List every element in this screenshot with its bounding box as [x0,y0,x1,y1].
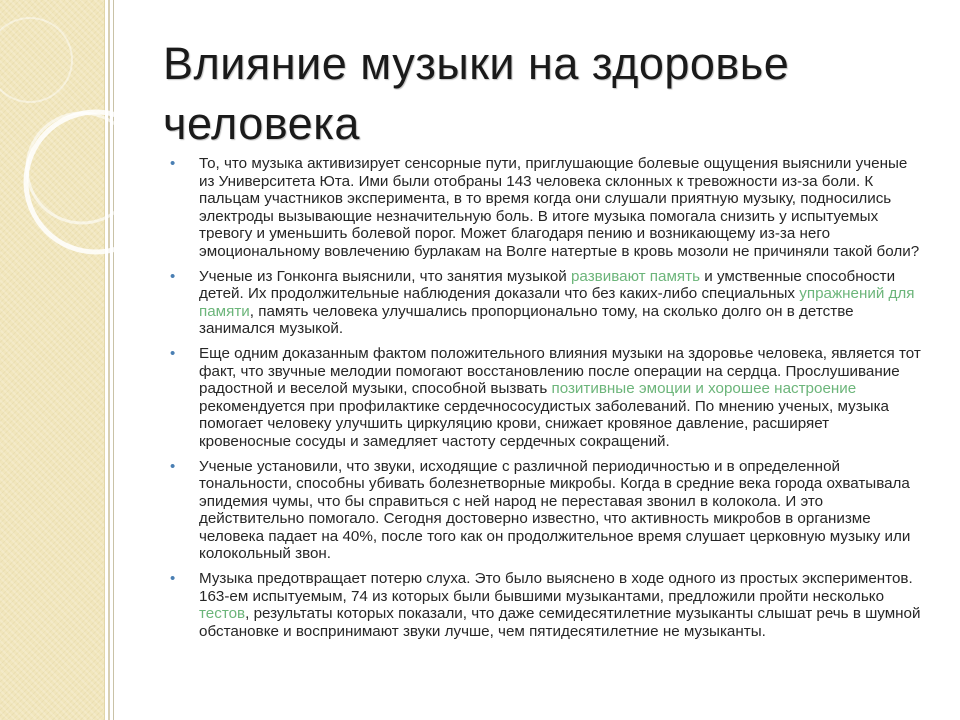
bullet-item-memory [170,268,925,338]
round-bullet-icon: • [170,267,176,285]
decorative-divider-thin [113,0,114,720]
bullet-text: Ученые из Гонконга выяснили, что занятия музыкой [199,267,571,285]
round-bullet-icon: • [170,155,176,172]
bullet-text: Ученые установили, что звуки, исходящие с различной периодичностью и в определенной тональности, способны убивать болезнетворные микробы. Когда в средние века города охватывала эпидемия чумы, что бы справиться с ней народ не переставая звонил в колокола. И это действительно помогало. Сегодня достоверно известно, что активность микробов в организме человека падает на 40%, после того как он продолжительное время слушает церковную музыку или колокольный звон. [199,457,911,563]
slide-title: Влияние музыки на здоровье человека [163,38,790,149]
bullet-text: Музыка предотвращает потерю слуха. Это было выяснено в ходе одного из простых экспериментов. 163-ем испытуемым, 74 из которых были бывшими музыкантами, предложили пройти несколько [199,570,913,605]
bullet-list [170,155,925,647]
round-bullet-icon: • [170,570,176,588]
round-bullet-icon: • [170,344,176,362]
round-bullet-icon: • [170,457,176,475]
bullet-item-pain-relief [170,155,925,261]
decorative-sidebar [0,0,105,720]
link-positive-emotions[interactable]: позитивные эмоции и хорошее настроение [551,380,857,398]
link-tests[interactable]: тестов [199,605,246,623]
bullet-text: То, что музыка активизирует сенсорные пути, приглушающие болевые ощущения выяснили ученые из Университета Юта. Ими были отобраны 143 человека склонных к тревожности из-за боли. К пальцам участников эксперимента, в то время когда они слушали приятную музыку, подносились электроды вызывающие незначительную боль. В итоге музыка помогала снизить у испытуемых тревогу и уменьшить болевой порог. Может благодаря пению и возникающему из-за него эмоциональному вовлечению бурлакам на Волге натертые в кровь мозоли не причиняли такой боли? [199,155,920,260]
bullet-item-heart-recovery [170,345,925,451]
bullet-text: рекомендуется при профилактике сердечнососудистых заболеваний. По мнению ученых, музыка помогает человеку улучшить циркуляцию крови, снижает кровяное давление, расширяет кровеносные сосуды и замедляет частоту сердечных сокращений. [199,397,890,450]
bullet-text: , память человека улучшались пропорционально тому, на сколько долго он в детстве занимался музыкой. [199,302,854,338]
bullet-item-hearing [170,570,925,640]
bullet-item-microbes [170,458,925,564]
bullet-text: , результаты которых показали, что даже семидесятилетние музыканты слышат речь в шумной обстановке и воспринимают звуки лучше, чем пятидесятилетние не музыканты. [199,605,921,640]
link-develop-memory[interactable]: развивают память [570,267,701,285]
link-memory-exercises[interactable]: упражнений для памяти [199,285,915,320]
decorative-divider [108,0,110,720]
bullet-text: Еще одним доказанным фактом положительного влияния музыки на здоровье человека, является тот факт, что звучные мелодии помогают восстановлению после операции на сердца. Прослушивание радостной и веселой музыки, способной вызвать [199,344,921,398]
bullet-text: и умственные способности детей. Их продолжительные наблюдения доказали что без каких-либо специальных [199,267,896,303]
